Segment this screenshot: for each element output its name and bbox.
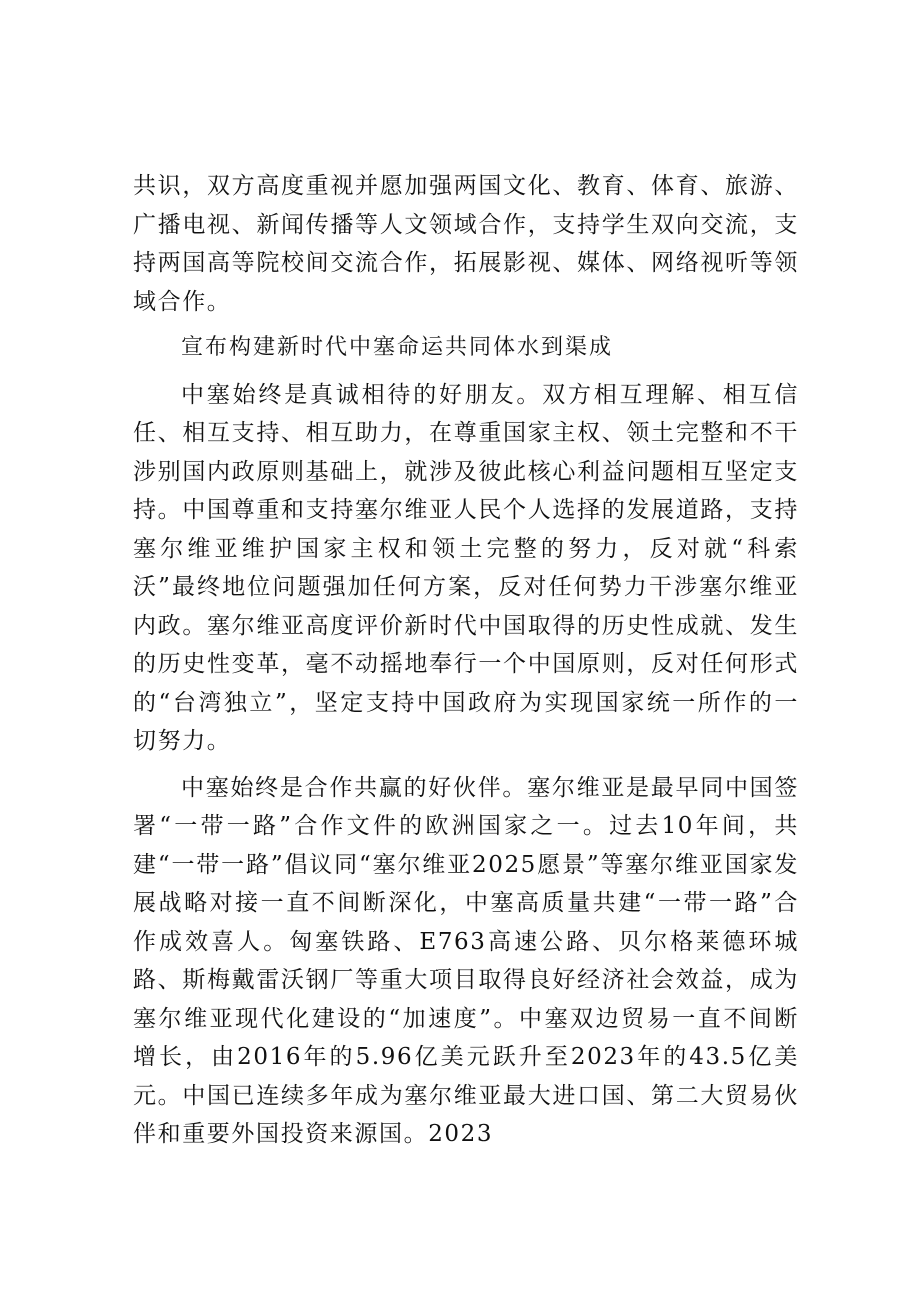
document-body	[133, 167, 799, 1154]
paragraph-friendship: 中塞始终是真诚相待的好朋友。双方相互理解、相互信任、相互支持、相互助力，在尊重国家主权、领土完整和不干涉别国内政原则基础上，就涉及彼此核心利益问题相互坚定支持。中国尊重和支持塞尔维亚人民个人选择的发展道路，支持塞尔维亚维护国家主权和领土完整的努力，反对就“科索沃”最终地位问题强加任何方案，反对任何势力干涉塞尔维亚内政。塞尔维亚高度评价新时代中国取得的历史性成就、发生的历史性变革，毫不动摇地奉行一个中国原则，反对任何形式的“台湾独立”，坚定支持中国政府为实现国家统一所作的一切努力。	[133, 381, 799, 754]
paragraph-continued: 共识，双方高度重视并愿加强两国文化、教育、体育、旅游、广播电视、新闻传播等人文领域合作，支持学生双向交流，支持两国高等院校间交流合作，拓展影视、媒体、网络视听等领域合作。	[133, 173, 799, 315]
section-heading: 宣布构建新时代中塞命运共同体水到渠成	[181, 335, 614, 360]
paragraph-cooperation: 中塞始终是合作共赢的好伙伴。塞尔维亚是最早同中国签署“一带一路”合作文件的欧洲国家之一。过去10年间，共建“一带一路”倡议同“塞尔维亚2025愿景”等塞尔维亚国家发展战略对接一直不间断深化，中塞高质量共建“一带一路”合作成效喜人。匈塞铁路、E763高速公路、贝尔格莱德环城路、斯梅戴雷沃钢厂等重大项目取得良好经济社会效益，成为塞尔维亚现代化建设的“加速度”。中塞双边贸易一直不间断增长，由2016年的5.96亿美元跃升至2023年的43.5亿美元。中国已连续多年成为塞尔维亚最大进口国、第二大贸易伙伴和重要外国投资来源国。2023	[133, 774, 799, 1147]
